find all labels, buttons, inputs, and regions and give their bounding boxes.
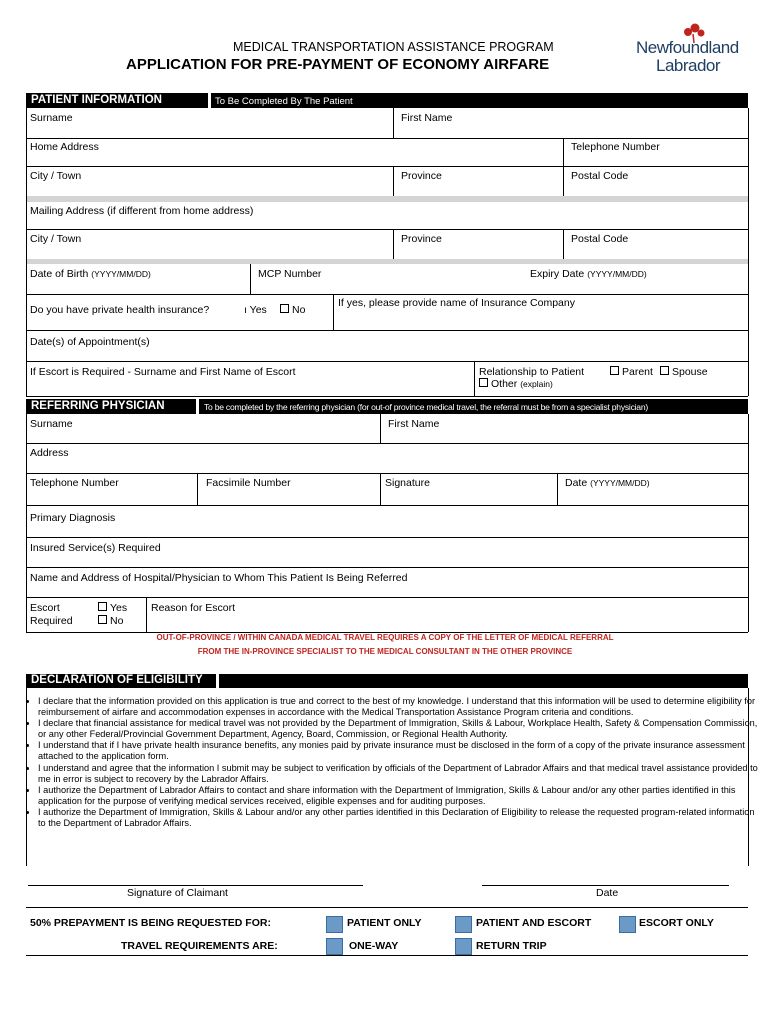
physician-section-note: To be completed by the referring physician (for out-of province medical travel, the referral must be from a specialist physician) [204, 402, 648, 412]
row-line [26, 396, 748, 397]
physician-section-title: REFERRING PHYSICIAN [31, 400, 165, 412]
divider [563, 229, 564, 259]
city-field[interactable]: City / Town [30, 170, 82, 182]
prepayment-label: 50% PREPAYMENT IS BEING REQUESTED FOR: [30, 917, 271, 929]
divider [393, 166, 394, 196]
telephone-field[interactable]: Telephone Number [571, 141, 660, 153]
physician-address-field[interactable]: Address [30, 447, 69, 459]
referred-to-field[interactable]: Name and Address of Hospital/Physician to Whom This Patient Is Being Referred [30, 572, 408, 584]
row-line [26, 505, 748, 506]
province-field[interactable]: Province [401, 170, 442, 182]
home-address-field[interactable]: Home Address [30, 141, 99, 153]
divider [380, 414, 381, 443]
referral-notice-line2: FROM THE IN-PROVINCE SPECIALIST TO THE MEDICAL CONSULTANT IN THE OTHER PROVINCE [197, 647, 573, 656]
escort-yes-checkbox[interactable]: Yes [98, 602, 127, 614]
escort-reason-field[interactable]: Reason for Escort [151, 602, 236, 614]
logo-text-1: Newfoundland [636, 38, 739, 57]
row-line [26, 294, 748, 295]
row-line [26, 567, 748, 568]
divider [393, 229, 394, 259]
patient-section-note: To Be Completed By The Patient [215, 96, 353, 107]
patient-only-checkbox[interactable] [326, 916, 343, 933]
physician-firstname-field[interactable]: First Name [388, 418, 440, 430]
claimant-date-line[interactable] [482, 885, 729, 886]
divider [393, 108, 394, 138]
mailing-address-field[interactable]: Mailing Address (if different from home address) [30, 205, 254, 217]
declaration-item: • I understand that if I have private health insurance benefits, any monies paid by private insurance must be disclosed in the form of a copy of the private insurance assessment attached to the application form. [38, 740, 763, 762]
bar-divider [208, 93, 211, 108]
declaration-item: • I declare that the information provided on this application is true and correct to the best of my knowledge. I understand that this information will be used to determine eligibility for reimbursement of airfare and accommodation expenses in accordance with the Medical Transportation Assistance Program criteria and conditions. [38, 696, 763, 718]
physician-fax-field[interactable]: Facsimile Number [206, 477, 291, 489]
logo-text-2: Labrador [656, 56, 721, 75]
divider [557, 473, 558, 505]
one-way-checkbox[interactable] [326, 938, 343, 955]
bar-divider [216, 674, 219, 688]
parent-checkbox[interactable]: Parent [610, 366, 653, 378]
checkbox-icon [280, 304, 289, 313]
insurance-yes-checkbox[interactable]: ı Yes [244, 304, 267, 316]
declaration-section-title: DECLARATION OF ELIGIBILITY [31, 674, 203, 686]
escort-no-checkbox[interactable]: No [98, 615, 123, 627]
row-line [26, 229, 748, 230]
travel-requirements-label: TRAVEL REQUIREMENTS ARE: [121, 940, 278, 952]
divider [250, 264, 251, 294]
insurance-question: Do you have private health insurance? [30, 304, 210, 316]
patient-firstname-field[interactable]: First Name [401, 112, 453, 124]
patient-and-escort-label: PATIENT AND ESCORT [476, 917, 592, 929]
patient-surname-field[interactable]: Surname [30, 112, 73, 124]
physician-surname-field[interactable]: Surname [30, 418, 73, 430]
insurance-company-field[interactable]: If yes, please provide name of Insurance Company [338, 297, 575, 309]
row-line [26, 955, 748, 956]
divider [474, 361, 475, 396]
row-line [26, 330, 748, 331]
row-line [26, 361, 748, 362]
row-line [26, 138, 748, 139]
relationship-label: Relationship to Patient [479, 366, 585, 378]
declaration-item: • I authorize the Department of Labrador Affairs to contact and share information with the Department of Immigration, Skills & Labour and/or any other parties identified in this application for the purpose of verifying medical services received, eligible expenses and for auditing purposes. [38, 785, 763, 807]
divider [146, 597, 147, 632]
postal-code-field[interactable]: Postal Code [571, 170, 629, 182]
insured-services-field[interactable]: Insured Service(s) Required [30, 542, 161, 554]
physician-date-field[interactable]: Date (YYYY/MM/DD) [565, 477, 650, 489]
referral-notice-line1: OUT-OF-PROVINCE / WITHIN CANADA MEDICAL TRAVEL REQUIRES A COPY OF THE LETTER OF MEDICAL REFERRAL [156, 633, 614, 642]
program-name: MEDICAL TRANSPORTATION ASSISTANCE PROGRAM [233, 40, 554, 54]
mailing-city-field[interactable]: City / Town [30, 233, 82, 245]
row-line [26, 537, 748, 538]
claimant-signature-line[interactable] [28, 885, 363, 886]
patient-only-label: PATIENT ONLY [347, 917, 422, 929]
declaration-item: • I declare that financial assistance for medical travel was not provided by the Department of Immigration, Skills & Labour, Workplace Health, Safety & Compensation Commission, or any other Federal/Provincial Government Department, Agency, Board, Commission, or Regional Health Authority. [38, 718, 763, 740]
patient-section-title: PATIENT INFORMATION [31, 94, 162, 106]
row-line [26, 166, 563, 167]
checkbox-icon [98, 615, 107, 624]
checkbox-icon [660, 366, 669, 375]
return-trip-checkbox[interactable] [455, 938, 472, 955]
gray-separator [27, 196, 748, 202]
row-line [563, 166, 748, 167]
divider [380, 473, 381, 505]
row-line [26, 907, 748, 908]
declaration-item: • I understand and agree that the information I submit may be subject to verification by officials of the Department of Labrador Affairs and that medical travel assistance provided to me in error is subject to recovery by the Labrador Affairs. [38, 763, 763, 785]
checkbox-icon [98, 602, 107, 611]
nl-logo [636, 22, 746, 76]
appointment-dates-field[interactable]: Date(s) of Appointment(s) [30, 336, 150, 348]
spouse-checkbox[interactable]: Spouse [660, 366, 708, 378]
mailing-postal-field[interactable]: Postal Code [571, 233, 629, 245]
return-trip-label: RETURN TRIP [476, 940, 547, 952]
physician-signature-field[interactable]: Signature [385, 477, 430, 489]
form-title: APPLICATION FOR PRE-PAYMENT OF ECONOMY AIRFARE [126, 56, 550, 73]
checkbox-icon [610, 366, 619, 375]
one-way-label: ONE-WAY [349, 940, 399, 952]
form-right-border [748, 414, 749, 632]
escort-name-field[interactable]: If Escort is Required - Surname and First Name of Escort [30, 366, 296, 378]
escort-only-label: ESCORT ONLY [639, 917, 714, 929]
insurance-no-checkbox[interactable]: No [280, 304, 305, 316]
declaration-item: • I authorize the Department of Immigration, Skills & Labour and/or any other parties identified in this Declaration of Eligibility to release the requested program-related information to the Department of Labrador Affairs. [38, 807, 763, 829]
gray-separator [27, 259, 748, 264]
row-line [26, 443, 748, 444]
checkbox-icon [479, 378, 488, 387]
form-left-border [26, 108, 27, 396]
divider [333, 294, 334, 330]
mailing-province-field[interactable]: Province [401, 233, 442, 245]
patient-and-escort-checkbox[interactable] [455, 916, 472, 933]
form-right-border [748, 108, 749, 396]
dob-field[interactable]: Date of Birth (YYYY/MM/DD) [30, 268, 151, 280]
other-checkbox[interactable]: Other (explain) [479, 378, 553, 390]
escort-required-label-1: Escort [30, 602, 60, 614]
expiry-date-field[interactable]: Expiry Date (YYYY/MM/DD) [530, 268, 647, 280]
declaration-list [22, 696, 763, 829]
bar-divider [196, 399, 199, 414]
divider [197, 473, 198, 505]
claimant-signature-label: Signature of Claimant [127, 887, 228, 899]
row-line [26, 473, 748, 474]
escort-required-label-2: Required [30, 615, 73, 627]
form-left-border [26, 414, 27, 632]
primary-diagnosis-field[interactable]: Primary Diagnosis [30, 512, 116, 524]
physician-telephone-field[interactable]: Telephone Number [30, 477, 119, 489]
mcp-number-field[interactable]: MCP Number [258, 268, 322, 280]
escort-only-checkbox[interactable] [619, 916, 636, 933]
divider [563, 138, 564, 196]
row-line [26, 597, 748, 598]
claimant-date-label: Date [596, 887, 619, 899]
